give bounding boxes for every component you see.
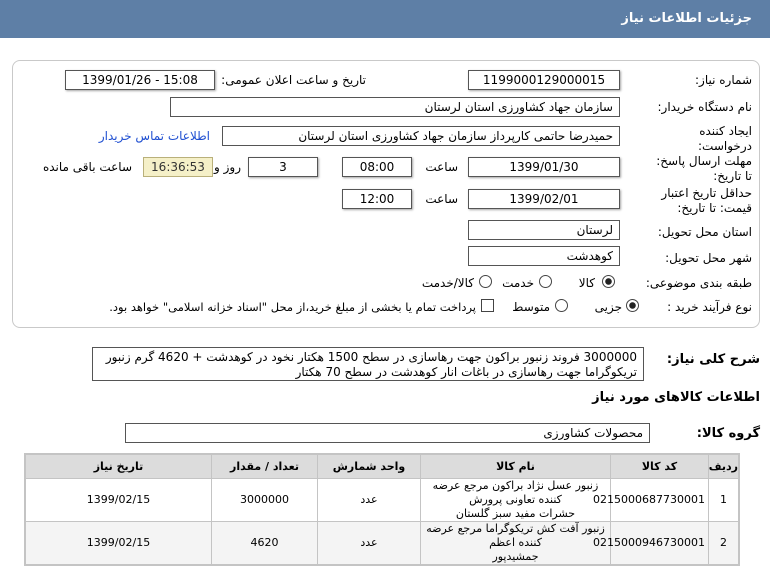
page-header: جزئیات اطلاعات نیاز (0, 0, 770, 38)
price-validity-label-1: حداقل تاریخ اعتبار (661, 186, 752, 200)
category-goods-label: کالا (578, 276, 595, 290)
category-goods-service-radio[interactable] (479, 275, 492, 288)
row-code: 0215000687730001 (611, 479, 709, 522)
delivery-city-field[interactable]: کوهدشت (468, 246, 620, 266)
need-number-label: شماره نیاز: (695, 73, 752, 87)
row-qty: 3000000 (212, 479, 318, 522)
days-label: روز و (214, 160, 241, 174)
reply-deadline-label-1: مهلت ارسال پاسخ: (656, 154, 752, 168)
remaining-days-field: 3 (248, 157, 318, 177)
column-header-qty: تعداد / مقدار (212, 455, 318, 479)
row-code: 0215000946730001 (611, 522, 709, 565)
purchase-medium-label: متوسط (512, 300, 550, 314)
requester-label-2: درخواست: (698, 139, 752, 153)
remaining-time-label: ساعت باقی مانده (42, 160, 132, 174)
reply-time-label: ساعت (425, 160, 458, 174)
price-validity-label-2: قیمت: تا تاریخ: (677, 201, 752, 215)
remaining-time-display: 16:36:53 (143, 157, 213, 177)
buyer-org-label: نام دستگاه خریدار: (657, 100, 752, 114)
requester-field[interactable]: حمیدرضا حاتمی کارپرداز سازمان جهاد کشاورزی استان لرستان (222, 126, 620, 146)
purchase-minor-radio[interactable] (626, 299, 639, 312)
price-validity-date-field[interactable]: 1399/02/01 (468, 189, 620, 209)
goods-section-title: اطلاعات کالاهای مورد نیاز (592, 390, 760, 405)
announce-date-field[interactable]: 1399/01/26 - 15:08 (65, 70, 215, 90)
row-name-line1: زنبور آفت کش تریکوگراما مرجع عرضه کننده اعظم (426, 522, 605, 549)
need-number-field[interactable]: 1199000129000015 (468, 70, 620, 90)
table-row[interactable] (26, 522, 739, 565)
column-header-date: تاریخ نیاز (26, 455, 212, 479)
category-service-radio[interactable] (539, 275, 552, 288)
row-name-line2: حشرات مفید سبز گلستان (455, 507, 576, 520)
column-header-name: نام کالا (421, 455, 611, 479)
category-service-label: خدمت (502, 276, 534, 290)
buyer-org-field[interactable]: سازمان جهاد کشاورزی استان لرستان (170, 97, 620, 117)
row-name (421, 522, 611, 565)
treasury-bonds-label: پرداخت تمام یا بخشی از مبلغ خرید،از محل "اسناد خزانه اسلامی" خواهد بود. (109, 300, 476, 314)
row-date: 1399/02/15 (26, 479, 212, 522)
goods-table (24, 453, 740, 566)
description-label: شرح کلی نیاز: (666, 352, 760, 367)
goods-group-label: گروه کالا: (696, 426, 760, 441)
announce-date-label: تاریخ و ساعت اعلان عمومی: (221, 73, 366, 87)
category-label: طبقه بندی موضوعی: (645, 276, 752, 290)
table-row[interactable] (26, 479, 739, 522)
purchase-medium-radio[interactable] (555, 299, 568, 312)
reply-deadline-label-2: تا تاریخ: (713, 169, 752, 183)
purchase-type-label: نوع فرآیند خرید : (667, 300, 752, 314)
category-goods-radio[interactable] (602, 275, 615, 288)
requester-label-1: ایجاد کننده (699, 124, 752, 138)
goods-group-field[interactable]: محصولات کشاورزی (125, 423, 650, 443)
description-field: 3000000 فروند زنبور براکون جهت رهاسازی در سطح 1500 هکتار نخود در کوهدشت + 4620 گرم زنبور تریکوگراما جهت رهاسازی در باغات انار کوهدشت در سطح 70 هکتار (92, 347, 644, 381)
treasury-bonds-checkbox[interactable] (481, 299, 494, 312)
delivery-province-field[interactable]: لرستان (468, 220, 620, 240)
row-name-line2: جمشیدپور (492, 550, 539, 563)
column-header-code: کد کالا (611, 455, 709, 479)
column-header-index: ردیف (709, 455, 739, 479)
buyer-contact-link[interactable]: اطلاعات تماس خریدار (98, 129, 210, 143)
goods-table-header (26, 455, 739, 479)
delivery-province-label: استان محل تحویل: (657, 225, 752, 239)
column-header-unit: واحد شمارش (318, 455, 421, 479)
reply-time-field[interactable]: 08:00 (342, 157, 412, 177)
row-qty: 4620 (212, 522, 318, 565)
row-name (421, 479, 611, 522)
category-goods-service-label: کالا/خدمت (421, 276, 474, 290)
row-index: 2 (709, 522, 739, 565)
row-index: 1 (709, 479, 739, 522)
delivery-city-label: شهر محل تحویل: (665, 251, 752, 265)
row-name-line1: زنبور عسل نژاد براکون مرجع عرضه کننده تعاونی پرورش (432, 479, 599, 506)
price-validity-time-label: ساعت (425, 192, 458, 206)
price-validity-time-field[interactable]: 12:00 (342, 189, 412, 209)
purchase-minor-label: جزیی (594, 300, 622, 314)
row-unit: عدد (318, 522, 421, 565)
row-unit: عدد (318, 479, 421, 522)
row-date: 1399/02/15 (26, 522, 212, 565)
reply-date-field[interactable]: 1399/01/30 (468, 157, 620, 177)
